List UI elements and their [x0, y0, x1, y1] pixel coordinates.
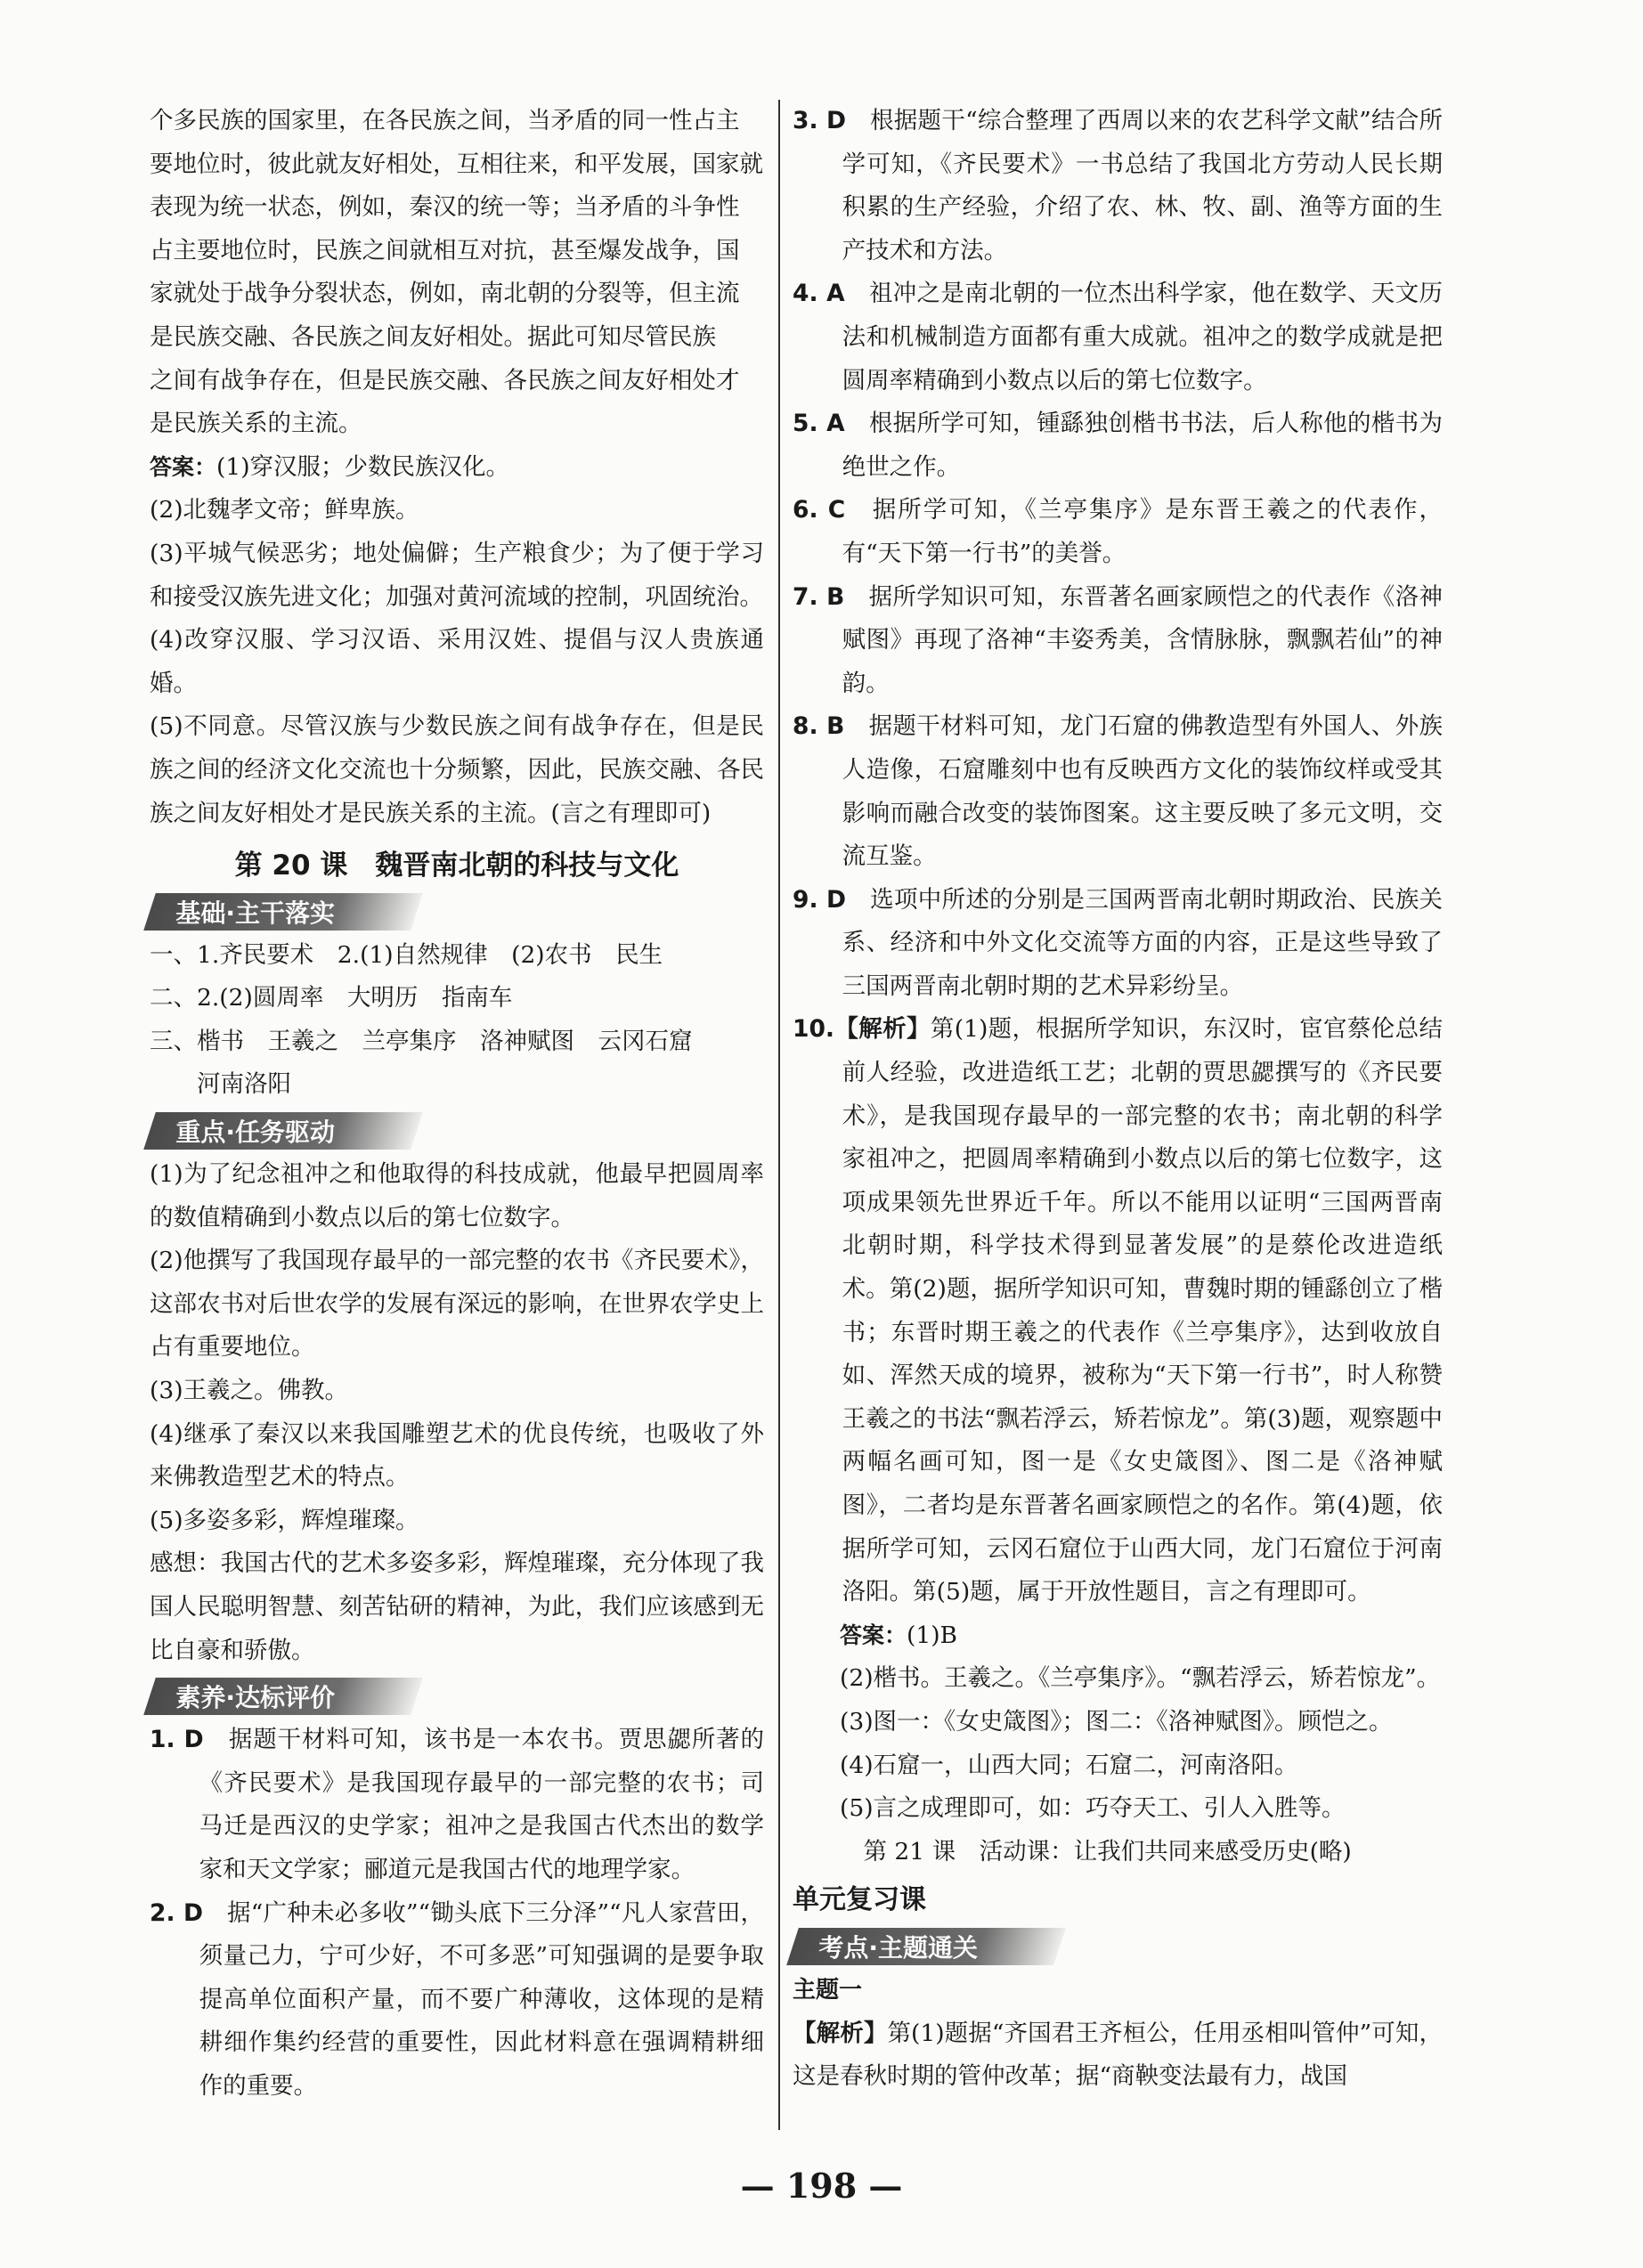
banner-eval: 素养·达标评价	[143, 1678, 423, 1715]
text-line: 表现为统一状态，例如，秦汉的统一等；当矛盾的斗争性	[150, 193, 740, 222]
basic-line-2: 二、2.(2)圆周率 大明历 指南车	[150, 984, 513, 1012]
answer-2: (2)北魏孝文帝；鲜卑族。	[150, 496, 419, 524]
text-line: 家就处于战争分裂状态，例如，南北朝的分裂等，但主流	[150, 280, 740, 308]
q10-answer-2: (2)楷书。王羲之。《兰亭集序》。“飘若浮云，矫若惊龙”。	[840, 1664, 1441, 1693]
question-3: 3. D 根据题干“综合整理了西周以来的农艺科学文献”结合所学可知，《齐民要术》一书总结了我国北方劳动人民长期积累的生产经验，介绍了农、林、牧、副、渔等方面的生产技术和方法。	[793, 107, 1443, 264]
text-line: 之间有战争存在，但是民族交融、各民族之间友好相处才	[150, 366, 740, 394]
basic-line-3: 三、楷书 王羲之 兰亭集序 洛神赋图 云冈石窟	[150, 1027, 693, 1055]
question-6: 6. C 据所学可知，《兰亭集序》是东晋王羲之的代表作，有“天下第一行书”的美誉。	[793, 496, 1444, 567]
answer-label: 答案：	[150, 453, 217, 480]
q10-answer-4: (4)石窟一，山西大同；石窟二，河南洛阳。	[840, 1751, 1298, 1779]
key-2: (2)他撰写了我国现存最早的一部完整的农书《齐民要术》，这部农书对后世农学的发展有深远的影响，在世界农学史上占有重要地位。	[150, 1247, 764, 1362]
answer-1: 答案：(1)穿汉服；少数民族汉化。	[150, 452, 510, 481]
question-8: 8. B 据题干材料可知，龙门石窟的佛教造型有外国人、外族人造像，石窟雕刻中也有反映西方文化的装饰纹样或受其影响而融合改变的装饰图案。这主要反映了多元文明，交流互鉴。	[793, 712, 1444, 871]
lesson-21-title: 第 21 课 活动课：让我们共同来感受历史(略)	[863, 1837, 1352, 1866]
text-line: 个多民族的国家里，在各民族之间，当矛盾的同一性占主	[150, 107, 740, 134]
banner-theme: 考点·主题通关	[786, 1928, 1066, 1965]
lesson-20-title: 第 20 课 魏晋南北朝的科技与文化	[234, 849, 679, 882]
text-line: 是民族交融、各民族之间友好相处。据此可知尽管民族	[150, 322, 716, 351]
text-line: 占主要地位时，民族之间就相互对抗，甚至爆发战争，国	[150, 236, 740, 264]
unit-review-title: 单元复习课	[793, 1884, 926, 1916]
key-4: (4)继承了秦汉以来我国雕塑艺术的优良传统，也吸收了外来佛教造型艺术的特点。	[150, 1419, 764, 1492]
question-10: 10.【解析】第(1)题，根据所学知识，东汉时，宦官蔡伦总结前人经验，改进造纸工艺；北朝的贾思勰撰写的《齐民要术》，是我国现存最早的一部完整的农书；南北朝的科学家祖冲之，把圆周率精确到小数点以后的第七位数字，这项成果领先世界近千年。所以不能用以证明“三国两晋南北朝时期，科学技术得到显著发展”的是蔡伦改进造纸术。第(2)题，据所学知识可知，曹魏时期的锺繇创立了楷书；东晋时期王羲之的代表作《兰亭集序》，达到收放自如、浑然天成的境界，被称为“天下第一行书”，时人称赞王羲之的书法“飘若浮云，矫若惊龙”。第(3)题，观察题中两幅名画可知，图一是《女史箴图》、图二是《洛神赋图》，二者均是东晋著名画家顾恺之的名作。第(4)题，依据所学可知，云冈石窟位于山西大同，龙门石窟位于河南洛阳。第(5)题，属于开放性题目，言之有理即可。	[793, 1015, 1443, 1606]
text-line: 是民族关系的主流。	[150, 410, 362, 438]
answer-5: (5)不同意。尽管汉族与少数民族之间有战争存在，但是民族之间的经济文化交流也十分频繁，因此，民族交融、各民族之间友好相处才是民族关系的主流。(言之有理即可)	[150, 712, 764, 827]
page-number: — 198 —	[740, 2166, 903, 2206]
key-6: 感想：我国古代的艺术多姿多彩，辉煌璀璨，充分体现了我国人民聪明智慧、刻苦钻研的精神，为此，我们应该感到无比自豪和骄傲。	[150, 1549, 764, 1664]
column-divider	[778, 100, 780, 2130]
question-4: 4. A 祖冲之是南北朝的一位杰出科学家，他在数学、天文历法和机械制造方面都有重大成就。祖冲之的数学成就是把圆周率精确到小数点以后的第七位数字。	[793, 280, 1444, 394]
key-3: (3)王羲之。佛教。	[150, 1377, 349, 1405]
question-9: 9. D 选项中所述的分别是三国两晋南北朝时期政治、民族关系、经济和中外文化交流等方面的内容，正是这些导致了三国两晋南北朝时期的艺术异彩纷呈。	[793, 885, 1444, 1000]
continued-paragraph	[150, 100, 764, 446]
key-1: (1)为了纪念祖冲之和他取得的科技成就，他最早把圆周率的数值精确到小数点以后的第七位数字。	[150, 1160, 764, 1232]
question-2: 2. D 据“广种未必多收”“锄头底下三分泽”“凡人家营田，须量己力，宁可少好，不可多恶”可知强调的是要争取提高单位面积产量，而不要广种薄收，这体现的是精耕细作集约经营的重要性，因此材料意在强调精耕细作的重要。	[150, 1898, 765, 2100]
right-column	[793, 100, 1443, 2099]
q10-answer-3: (3)图一：《女史箴图》；图二：《洛神赋图》。顾恺之。	[840, 1707, 1393, 1736]
key-5: (5)多姿多彩，辉煌璀璨。	[150, 1506, 419, 1534]
text-line: 要地位时，彼此就友好相处，互相往来，和平发展，国家就	[150, 150, 763, 178]
theme-1-analysis: 【解析】第(1)题据“齐国君王齐桓公，任用丞相叫管仲”可知，这是春秋时期的管仲改革；据“商鞅变法最有力，战国	[793, 2019, 1444, 2091]
banner-key: 重点·任务驱动	[143, 1112, 423, 1150]
answer-3: (3)平城气候恶劣；地处偏僻；生产粮食少；为了便于学习和接受汉族先进文化；加强对黄河流域的控制，巩固统治。	[150, 539, 764, 611]
theme-1-title: 主题一	[793, 1976, 863, 2004]
basic-line-3b: 河南洛阳	[197, 1070, 291, 1099]
banner-basic: 基础·主干落实	[143, 893, 423, 931]
q10-answer-5: (5)言之成理即可，如：巧夺天工、引人入胜等。	[840, 1794, 1346, 1823]
question-1: 1. D 据题干材料可知，该书是一本农书。贾思勰所著的《齐民要术》是我国现存最早的一部完整的农书；司马迁是西汉的史学家；祖冲之是我国古代杰出的数学家和天文学家；郦道元是我国古代的地理学家。	[150, 1726, 764, 1883]
question-7: 7. B 据所学知识可知，东晋著名画家顾恺之的代表作《洛神赋图》再现了洛神“丰姿秀美，含情脉脉，飘飘若仙”的神韵。	[793, 582, 1444, 697]
question-5: 5. A 根据所学可知，锺繇独创楷书书法，后人称他的楷书为绝世之作。	[793, 410, 1444, 481]
q10-answer-1: 答案：(1)B	[840, 1621, 958, 1649]
answer-4: (4)改穿汉服、学习汉语、采用汉姓、提倡与汉人贵族通婚。	[150, 626, 764, 697]
basic-line-1: 一、1.齐民要术 2.(1)自然规律 (2)农书 民生	[150, 940, 663, 969]
left-column	[150, 100, 764, 2109]
